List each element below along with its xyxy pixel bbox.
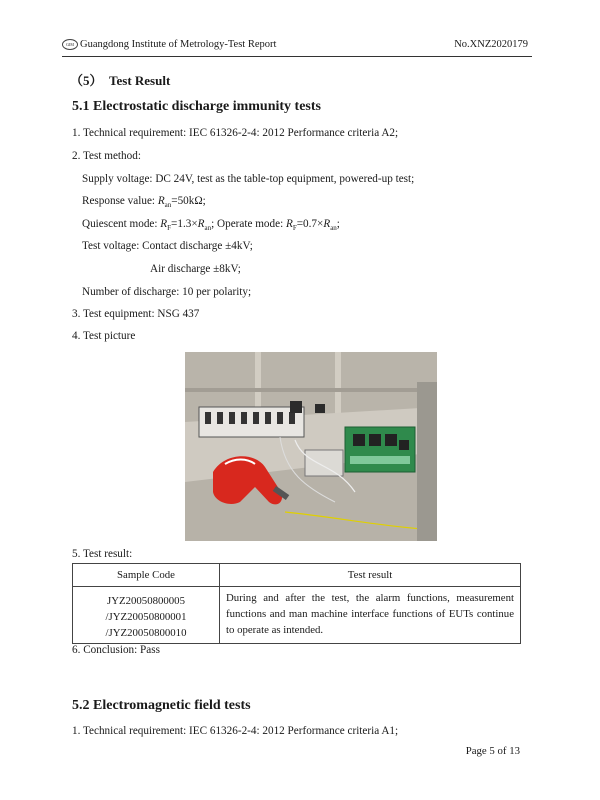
test-result-table [72,563,521,644]
section-5-heading [70,70,170,89]
test-result-label: 5. Test result: [72,548,133,560]
header-report-number: No.XNZ2020179 [454,39,528,50]
test-equipment: 3. Test equipment: NSG 437 [72,308,200,320]
test-method-label: 2. Test method: [72,150,141,162]
header-organization: Guangdong Institute of Metrology-Test Report [80,39,277,50]
institute-logo: GIM [62,39,78,50]
number-of-discharge: Number of discharge: 10 per polarity; [82,286,252,298]
supply-voltage: Supply voltage: DC 24V, test as the table-top equipment, powered-up test; [82,173,415,185]
sample-codes-cell [73,587,220,644]
sample-code: JYZ20050800005 [107,595,185,607]
column-header-sample-code: Sample Code [73,564,220,587]
sample-code: /JYZ20050800010 [105,627,187,639]
test-voltage-contact: Test voltage: Contact discharge ±4kV; [82,240,253,252]
sample-code: /JYZ20050800001 [105,611,187,623]
conclusion: 6. Conclusion: Pass [72,644,160,656]
response-value: Response value: $R_{an}=50k\Omega$; [82,195,206,210]
section-5-2-title: 5.2 Electromagnetic field tests [72,698,251,713]
table-row [73,587,521,644]
test-voltage-air: Air discharge ±8kV; [150,263,241,275]
mode-values: Quiescent mode: $R_F=1.3\times R_{an}$; Operate mode: $R_F=0.7\times R_{an}$; [82,218,340,233]
column-header-test-result: Test result [220,564,521,587]
test-result-cell: During and after the test, the alarm functions, measurement functions and man machine interface functions of EUTs continue to operate as intended. [220,587,521,644]
table-header-row [73,564,521,587]
technical-requirement-5-2: 1. Technical requirement: IEC 61326-2-4: 2012 Performance criteria A1; [72,725,399,737]
section-title: Test Result [109,73,171,88]
test-picture-label: 4. Test picture [72,330,136,342]
section-number: （5） [70,73,103,88]
page-number: Page 5 of 13 [465,745,520,757]
page-header [62,38,532,57]
technical-requirement: 1. Technical requirement: IEC 61326-2-4: 2012 Performance criteria A2; [72,127,399,139]
section-5-1-title: 5.1 Electrostatic discharge immunity tests [72,99,321,114]
test-setup-photo [185,352,437,541]
